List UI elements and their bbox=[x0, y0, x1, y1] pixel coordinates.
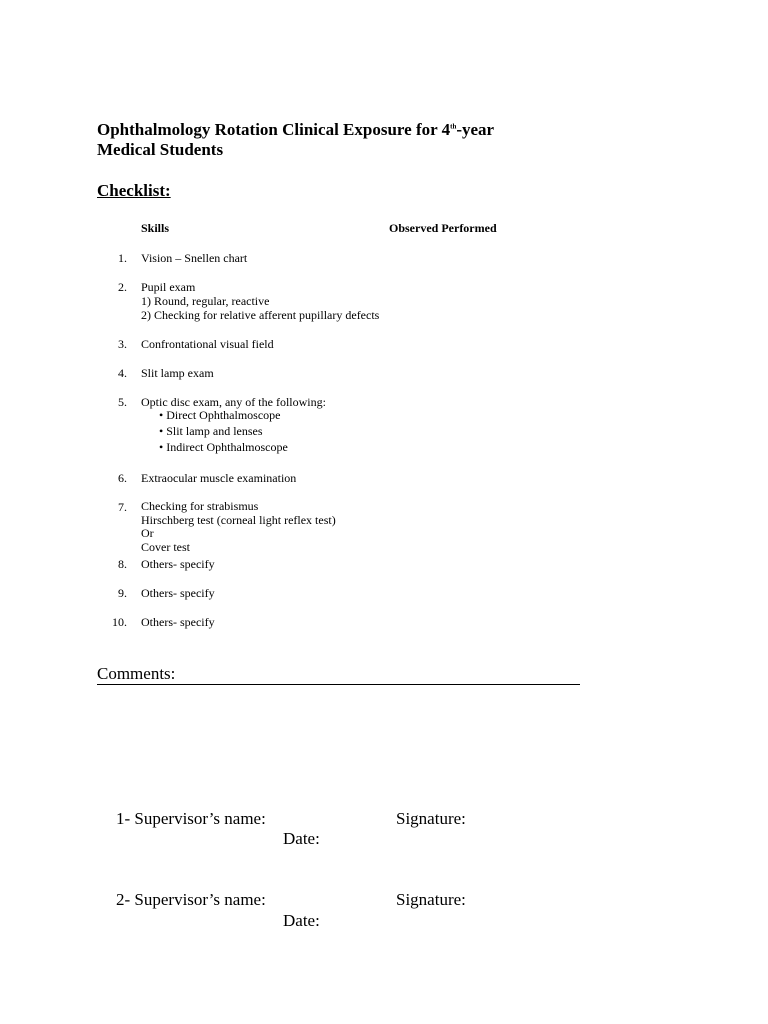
list-item: Others- specify bbox=[141, 557, 215, 571]
item-number: 9. bbox=[118, 586, 127, 600]
item-number: 6. bbox=[118, 471, 127, 485]
list-item: Others- specify bbox=[141, 615, 215, 629]
supervisor-2-name-label: 2- Supervisor’s name: bbox=[116, 890, 266, 909]
bullet-list: • Direct Ophthalmoscope • Slit lamp and lenses • Indirect Ophthalmoscope bbox=[159, 408, 288, 454]
list-item: Vision – Snellen chart bbox=[141, 251, 248, 265]
item-number: 2. bbox=[118, 280, 127, 294]
list-item: Optic disc exam, any of the following: bbox=[141, 395, 326, 409]
list-item: Extraocular muscle examination bbox=[141, 471, 297, 485]
list-item: Others- specify bbox=[141, 586, 215, 600]
item-number: 10. bbox=[112, 615, 127, 629]
list-item: Slit lamp exam bbox=[141, 366, 214, 380]
comments-underline bbox=[97, 684, 580, 685]
item-number: 7. bbox=[118, 500, 127, 514]
checklist-heading: Checklist: bbox=[97, 181, 171, 200]
item-number: 4. bbox=[118, 366, 127, 380]
title-line-2: Medical Students bbox=[97, 140, 224, 159]
item-number: 5. bbox=[118, 395, 127, 409]
supervisor-1-name-label: 1- Supervisor’s name: bbox=[116, 809, 266, 828]
supervisor-2-signature-label: Signature: bbox=[396, 890, 466, 909]
supervisor-1-date-label: Date: bbox=[283, 829, 320, 848]
item-number: 8. bbox=[118, 557, 127, 571]
list-item: Checking for strabismus Hirschberg test (corneal light reflex test) Or Cover test bbox=[141, 499, 336, 554]
item-number: 1. bbox=[118, 251, 127, 265]
supervisor-2-date-label: Date: bbox=[283, 911, 320, 930]
title-line-1: Ophthalmology Rotation Clinical Exposure for 4th-year bbox=[97, 120, 495, 139]
comments-label: Comments: bbox=[97, 664, 176, 683]
supervisor-1-signature-label: Signature: bbox=[396, 809, 466, 828]
page-title bbox=[97, 120, 494, 160]
ordinal-superscript: th bbox=[450, 122, 457, 131]
list-item: Confrontational visual field bbox=[141, 337, 274, 351]
column-header-skills: Skills bbox=[141, 221, 170, 235]
item-number: 3. bbox=[118, 337, 127, 351]
column-header-observed-performed: Observed Performed bbox=[389, 221, 497, 235]
list-item: Pupil exam 1) Round, regular, reactive 2) Checking for relative afferent pupillary defects bbox=[141, 280, 380, 322]
